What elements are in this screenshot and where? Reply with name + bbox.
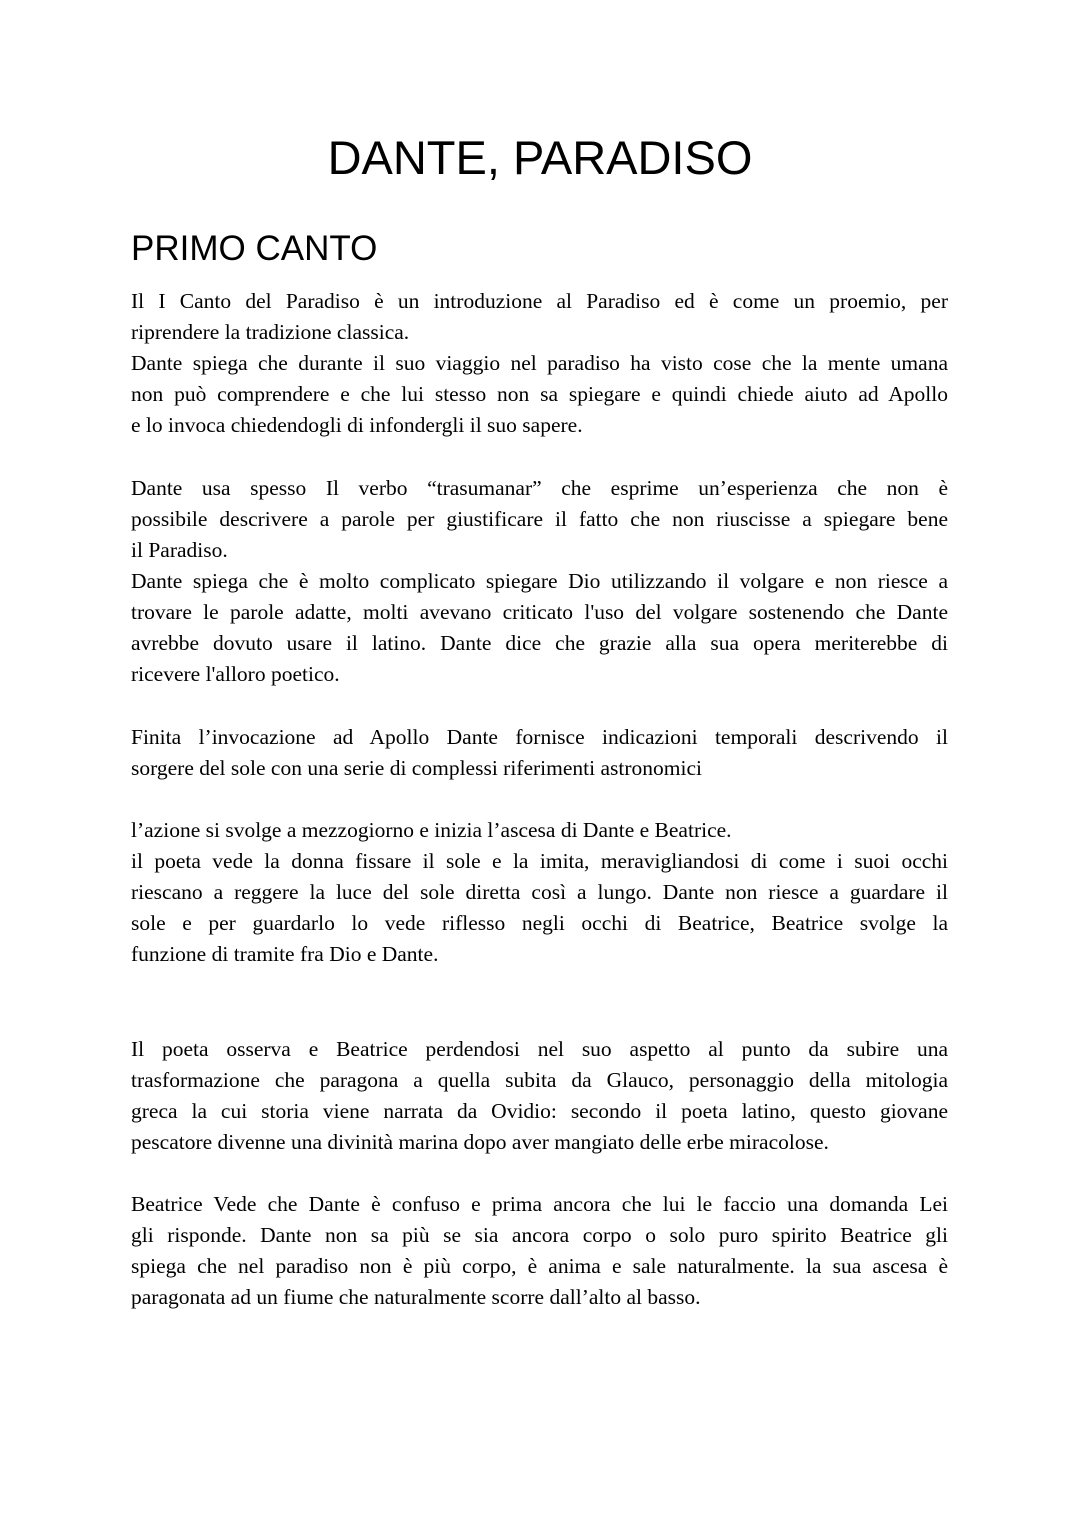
paragraph-line: sorgere del sole con una serie di complessi riferimenti astronomici [131, 756, 702, 780]
paragraph-line: Il I Canto del Paradiso è un introduzione al Paradiso ed è come un proemio, per [131, 289, 948, 313]
paragraph-3 [131, 722, 948, 784]
paragraph-line: trovare le parole adatte, molti avevano criticato l'uso del volgare sostenendo che Dante [131, 600, 948, 624]
paragraph-line: e lo invoca chiedendogli di infondergli il suo sapere. [131, 413, 583, 437]
paragraph-line: paragonata ad un fiume che naturalmente scorre dall’alto al basso. [131, 1285, 701, 1309]
paragraph-line: spiega che nel paradiso non è più corpo, è anima e sale naturalmente. la sua ascesa è [131, 1254, 948, 1278]
paragraph-line: Dante spiega che è molto complicato spiegare Dio utilizzando il volgare e non riesce a [131, 569, 948, 593]
paragraph-line: possibile descrivere a parole per giustificare il fatto che non riuscisse a spiegare bene [131, 507, 948, 531]
paragraph-4 [131, 815, 948, 970]
paragraph-line: Dante usa spesso Il verbo “trasumanar” che esprime un’esperienza che non è [131, 476, 948, 500]
paragraph-5 [131, 1034, 948, 1158]
paragraph-line: sole e per guardarlo lo vede riflesso negli occhi di Beatrice, Beatrice svolge la [131, 911, 948, 935]
paragraph-line: riprendere la tradizione classica. [131, 320, 410, 344]
section-heading: PRIMO CANTO [131, 229, 378, 268]
paragraph-line: Dante spiega che durante il suo viaggio nel paradiso ha visto cose che la mente umana [131, 351, 948, 375]
paragraph-line: Finita l’invocazione ad Apollo Dante fornisce indicazioni temporali descrivendo il [131, 725, 948, 749]
paragraph-line: funzione di tramite fra Dio e Dante. [131, 942, 439, 966]
page-title: DANTE, PARADISO [327, 131, 753, 184]
paragraph-line: greca la cui storia viene narrata da Ovidio: secondo il poeta latino, questo giovane [131, 1099, 948, 1123]
paragraph-line: riescano a reggere la luce del sole diretta così a lungo. Dante non riesce a guardare il [131, 880, 948, 904]
paragraph-line: il poeta vede la donna fissare il sole e la imita, meravigliandosi di come i suoi occhi [131, 849, 948, 873]
paragraph-line: ricevere l'alloro poetico. [131, 662, 340, 686]
paragraph-line: pescatore divenne una divinità marina dopo aver mangiato delle erbe miracolose. [131, 1130, 829, 1154]
paragraph-line: l’azione si svolge a mezzogiorno e inizia l’ascesa di Dante e Beatrice. [131, 818, 732, 842]
paragraph-6 [131, 1189, 948, 1313]
paragraph-line: trasformazione che paragona a quella subita da Glauco, personaggio della mitologia [131, 1068, 948, 1092]
paragraph-line: Il poeta osserva e Beatrice perdendosi nel suo aspetto al punto da subire una [131, 1037, 948, 1061]
paragraph-line: il Paradiso. [131, 538, 228, 562]
paragraph-2 [131, 473, 948, 690]
paragraph-line: avrebbe dovuto usare il latino. Dante dice che grazie alla sua opera meriterebbe di [131, 631, 948, 655]
paragraph-line: gli risponde. Dante non sa più se sia ancora corpo o solo puro spirito Beatrice gli [131, 1223, 948, 1247]
paragraph-1 [131, 286, 948, 441]
paragraph-line: non può comprendere e che lui stesso non sa spiegare e quindi chiede aiuto ad Apollo [131, 382, 948, 406]
paragraph-line: Beatrice Vede che Dante è confuso e prima ancora che lui le faccio una domanda Lei [131, 1192, 948, 1216]
